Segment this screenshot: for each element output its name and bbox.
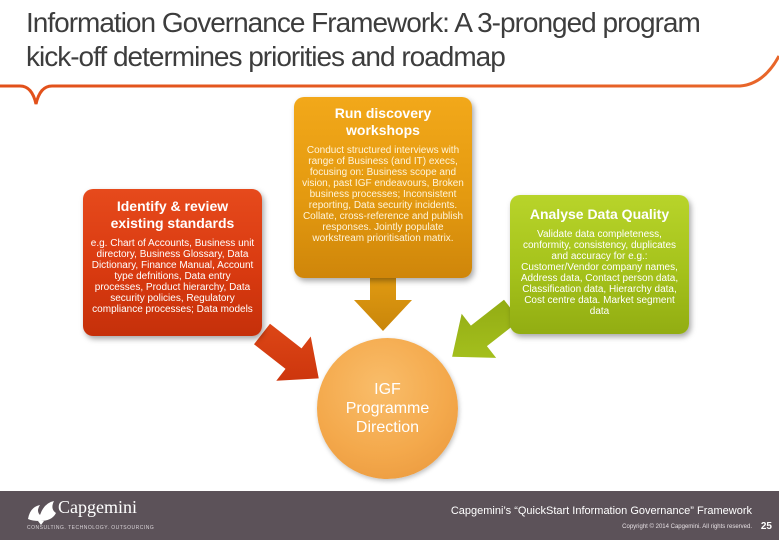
- center-arrow: [354, 278, 412, 331]
- box-analyse-data-quality: [510, 195, 689, 334]
- box-analyse-data-quality-body: Validate data completeness, conformity, consistency, duplicates and accuracy for e.g.: Customer/Vendor company names, Address data, Contact person data, Classification data, Hierarchy data, Cost centre data. Market segment data: [520, 229, 679, 317]
- box-identify-review-standards-heading: Identify & review existing standards: [110, 198, 235, 231]
- igf-programme-direction-circle: [317, 338, 458, 479]
- box-run-discovery-workshops-body: Conduct structured interviews with range of Business (and IT) execs, focusing on: Business scope and vision, past IGF endeavours, Broken business processes; Inconsistent reporting, Data security incidents. Collate, cross-reference and publish responses. Jointly populate workstream prioritisation matrix.: [302, 145, 464, 244]
- igf-programme-direction-label: IGF Programme Direction: [345, 381, 430, 436]
- footer-copyright: Copyright © 2014 Capgemini. All rights reserved.: [622, 524, 752, 530]
- box-identify-review-standards: [83, 189, 262, 336]
- box-run-discovery-workshops: [294, 97, 472, 278]
- footer-bar: [0, 491, 779, 540]
- capgemini-tagline: CONSULTING. TECHNOLOGY. OUTSOURCING: [27, 525, 155, 531]
- capgemini-spade-logo-icon: [26, 499, 60, 525]
- slide-title-line-2: kick-off determines priorities and roadmap: [26, 41, 505, 72]
- page-number: 25: [760, 521, 772, 532]
- box-identify-review-standards-body: e.g. Chart of Accounts, Business unit directory, Business Glossary, Data Dictionary, Finance Manual, Account type defnitions, Data entry processes, Product hierarchy, Data security policies, Regulatory compliance processes; Data models: [90, 238, 255, 315]
- box-analyse-data-quality-heading: Analyse Data Quality: [529, 206, 670, 222]
- footer-caption: Capgemini’s “QuickStart Information Governance” Framework: [450, 505, 752, 517]
- box-run-discovery-workshops-heading: Run discovery workshops: [334, 105, 432, 138]
- capgemini-wordmark: Capgemini: [58, 497, 137, 517]
- slide-title-line-1: Information Governance Framework: A 3-pronged program: [26, 7, 700, 38]
